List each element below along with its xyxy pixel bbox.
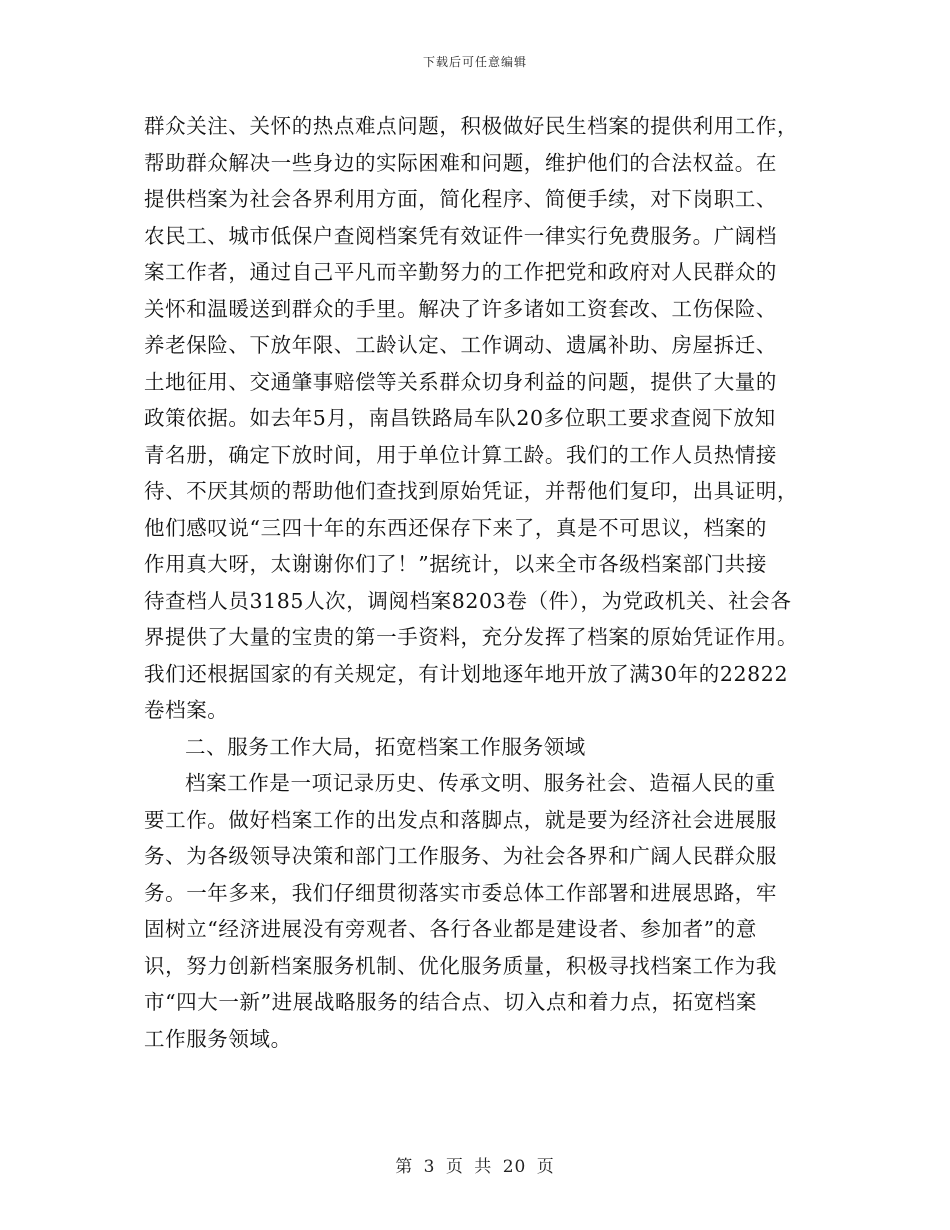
text-line: 政策依据。如去年5月，南昌铁路局车队20多位职工要求查阅下放知 [144, 406, 776, 430]
text-line: 关怀和温暖送到群众的手里。解决了许多诸如工资套改、工伤保险、 [144, 296, 777, 321]
text-line: 提供档案为社会各界利用方面，简化程序、简便手续，对下岗职工、 [144, 187, 777, 211]
text-line: 工作服务领域。 [144, 1026, 292, 1051]
section-heading: 二、服务工作大局，拓宽档案工作服务领域 [185, 734, 586, 759]
text-line: 我们还根据国家的有关规定，有计划地逐年地开放了满30年的22822 [144, 661, 789, 686]
page-header: 下载后可任意编辑 [422, 55, 527, 69]
text-line: 土地征用、交通肇事赔偿等关系群众切身利益的问题，提供了大量的 [144, 369, 777, 394]
text-line: 务。一年多来，我们仔细贯彻落实市委总体工作部署和进展思路，牢 [144, 880, 777, 905]
text-line: 固树立“经济进展没有旁观者、各行各业都是建设者、参加者”的意 [144, 917, 757, 941]
page-number: 第 3 页 共 20 页 [395, 1157, 555, 1177]
text-line: 青名册，确定下放时间，用于单位计算工龄。我们的工作人员热情接 [144, 442, 777, 467]
text-line: 他们感叹说“三四十年的东西还保存下来了，真是不可思议，档案的 [144, 515, 767, 540]
text-line: 待查档人员3185人次，调阅档案8203卷（件），为党政机关、社会各 [144, 588, 792, 613]
text-line: 案工作者，通过自己平凡而辛勤努力的工作把党和政府对人民群众的 [144, 260, 777, 284]
text-line: 待、不厌其烦的帮助他们查找到原始凭证，并帮他们复印，出具证明， [144, 479, 799, 503]
text-line: 识，努力创新档案服务机制、优化服务质量，积极寻找档案工作为我 [144, 953, 777, 978]
text-line: 档案工作是一项记录历史、传承文明、服务社会、造福人民的重 [185, 771, 776, 795]
text-line: 作用真大呀，太谢谢你们了！”据统计，以来全市各级档案部门共接 [144, 552, 767, 576]
text-line: 要工作。做好档案工作的出发点和落脚点，就是要为经济社会进展服 [144, 807, 777, 832]
text-line: 群众关注、关怀的热点难点问题，积极做好民生档案的提供利用工作， [144, 114, 799, 138]
text-line: 帮助群众解决一些身边的实际困难和问题，维护他们的合法权益。在 [144, 150, 777, 175]
text-line: 农民工、城市低保户查阅档案凭有效证件一律实行免费服务。广阔档 [144, 223, 777, 248]
text-line: 卷档案。 [144, 698, 229, 722]
text-line: 务、为各级领导决策和部门工作服务、为社会各界和广阔人民群众服 [144, 844, 777, 868]
document-body [144, 108, 814, 1057]
text-line: 市“四大一新”进展战略服务的结合点、切入点和着力点，拓宽档案 [144, 990, 757, 1014]
text-line: 界提供了大量的宝贵的第一手资料，充分发挥了档案的原始凭证作用。 [144, 625, 799, 649]
text-line: 养老保险、下放年限、工龄认定、工作调动、遗属补助、房屋拆迁、 [144, 333, 777, 357]
